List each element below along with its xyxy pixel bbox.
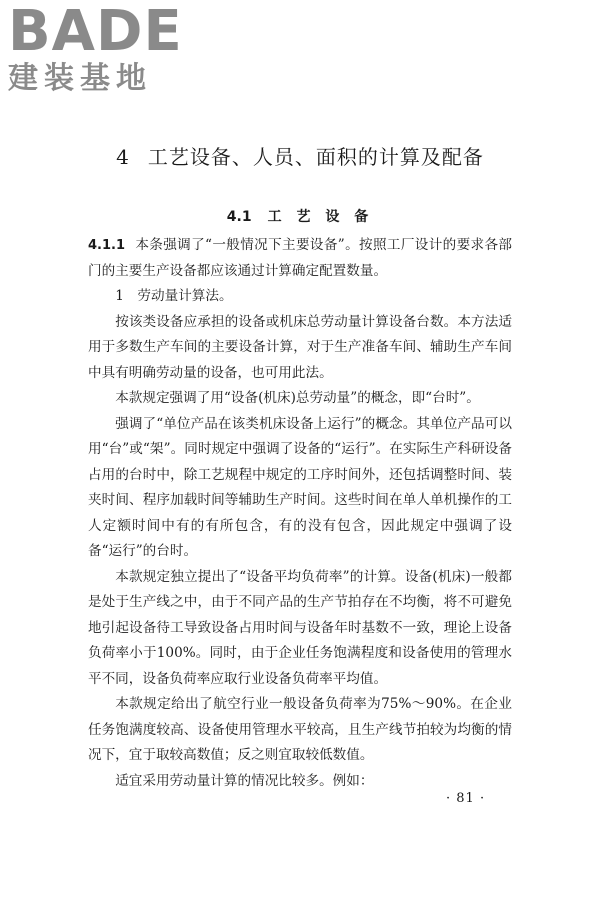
paragraph: 本款规定独立提出了“设备平均负荷率”的计算。设备(机床)一般都是处于生产线之中，由于不同产品的生产节拍存在不均衡，将不可避免地引起设备待工导致设备占用时间与设备年时基数不一致，理论上设备负荷率小于100%。同时，由于企业任务饱满程度和设备使用的管理水平不同，设备负荷率应取行业设备负荷率平均值。	[88, 568, 512, 687]
clause-number: 4.1.1	[88, 238, 126, 253]
section-number: 4.1	[226, 209, 252, 225]
clause-text: 本条强调了“一般情况下主要设备”。按照工厂设计的要求各部门的主要生产设备都应该通过计算确定配置数量。	[88, 237, 512, 279]
logo-brand-text: BADE	[8, 0, 183, 64]
logo-subtitle: 建装基地	[8, 61, 152, 96]
chapter-title: 工艺设备、人员、面积的计算及配备	[147, 145, 484, 169]
chapter-number: 4	[116, 145, 130, 169]
paragraph: 本款规定给出了航空行业一般设备负荷率为75%～90%。在企业任务饱满度较高、设备使用管理水平较高，且生产线节拍较为均衡的情况下，宜于取较高数值；反之则宜取较低数值。	[88, 696, 512, 763]
paragraph: 适宜采用劳动量计算的情况比较多。例如：	[115, 772, 374, 789]
paragraph: 按该类设备应承担的设备或机床总劳动量计算设备台数。本方法适用于多数生产车间的主要设备计算，对于生产准备车间、辅助生产车间中具有明确劳动量的设备，也可用此法。	[88, 313, 512, 381]
section-title: 工 艺 设 备	[267, 209, 374, 225]
clause-paragraph	[88, 233, 512, 284]
chapter-heading	[0, 142, 600, 172]
paragraph: 强调了“单位产品在该类机床设备上运行”的概念。其单位产品可以用“台”或“架”。同时规定中强调了设备的“运行”。在实际生产科研设备占用的台时中，除工艺规程中规定的工序时间外，还包括调整时间、装夹时间、程序加载时间等辅助生产时间。这些时间在单人单机操作的工人定额时间中有的有所包含，有的没有包含，因此规定中强调了设备“运行”的台时。	[88, 415, 512, 559]
bade-logo	[8, 0, 183, 96]
paragraph-item-heading: 1 劳动量计算法。	[115, 288, 233, 304]
page-number: · 81 ·	[446, 791, 486, 806]
body-text	[88, 233, 512, 794]
paragraph: 本款规定强调了用“设备(机床)总劳动量”的概念，即“台时”。	[115, 390, 480, 406]
section-heading	[0, 206, 600, 228]
